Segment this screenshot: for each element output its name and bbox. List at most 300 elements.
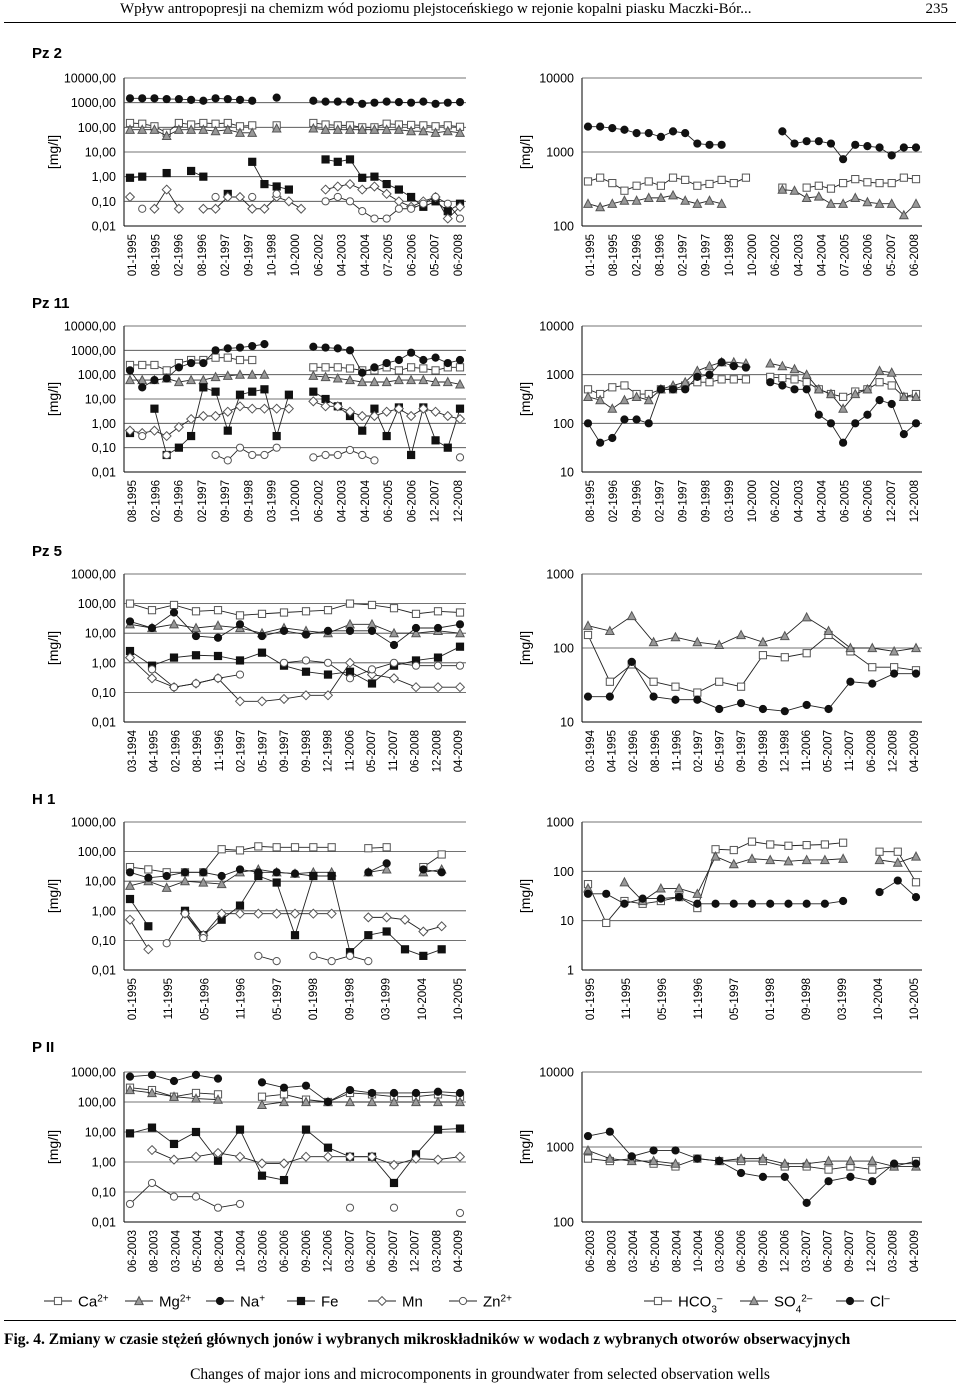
point-mn <box>390 674 399 683</box>
point-zn <box>273 957 280 964</box>
point-cl <box>803 701 810 708</box>
y-tick-label: 1,00 <box>91 1155 116 1170</box>
point-zn <box>249 451 256 458</box>
point-zn <box>328 957 335 964</box>
x-tick-label: 09-2006 <box>300 1230 313 1273</box>
point-cl <box>803 900 810 907</box>
x-tick-label: 01-1995 <box>127 978 139 1021</box>
y-tick-label: 1000,00 <box>70 343 116 358</box>
x-tick-label: 08-1996 <box>654 234 667 277</box>
point-mn <box>382 190 391 199</box>
point-zn <box>273 444 280 451</box>
point-so4 <box>781 632 789 640</box>
legend-marker-hco3 <box>654 1297 661 1304</box>
point-cl <box>706 141 713 148</box>
x-tick-label: 02-1996 <box>631 234 644 277</box>
x-tick-label: 05-2007 <box>429 234 442 277</box>
point-na <box>390 641 397 648</box>
point-na <box>148 1071 155 1078</box>
y-tick-label: 0,10 <box>91 194 116 209</box>
point-zn <box>395 205 402 212</box>
point-mn <box>419 927 428 936</box>
point-so4 <box>705 362 713 370</box>
x-tick-label: 01-1995 <box>585 978 597 1021</box>
point-cl <box>584 1132 591 1139</box>
point-cl <box>694 1155 701 1162</box>
series-line <box>782 190 916 216</box>
y-tick-label: 10,00 <box>84 874 116 889</box>
point-hco3 <box>716 678 723 685</box>
point-so4 <box>584 392 592 400</box>
x-tick-label: 04-1995 <box>606 730 619 773</box>
point-na <box>420 866 427 873</box>
x-tick-label: 09-1998 <box>757 730 770 773</box>
x-tick-label: 05-2007 <box>822 730 835 773</box>
point-fe <box>214 1157 221 1164</box>
series-line <box>807 178 916 189</box>
point-cl <box>847 678 854 685</box>
point-na <box>383 359 390 366</box>
series-line <box>782 131 916 159</box>
x-tick-label: 04-2003 <box>793 480 806 523</box>
point-na <box>371 364 378 371</box>
x-tick-label: 08-2004 <box>671 1230 684 1273</box>
point-na <box>145 874 152 881</box>
point-cl <box>785 900 792 907</box>
point-na <box>148 624 155 631</box>
point-na <box>200 359 207 366</box>
well-label: Pz 5 <box>32 543 63 560</box>
x-tick-label: 06-2005 <box>839 480 852 523</box>
point-fe <box>324 671 331 678</box>
series-line <box>326 197 460 219</box>
point-ca <box>224 354 231 361</box>
x-tick-label: 06-2006 <box>406 234 419 277</box>
point-so4 <box>628 612 636 620</box>
x-tick-label: 04-2009 <box>453 1230 465 1273</box>
series-line <box>588 616 916 651</box>
point-fe <box>258 1172 265 1179</box>
point-hco3 <box>803 379 810 386</box>
point-cl <box>781 1173 788 1180</box>
point-hco3 <box>606 678 613 685</box>
point-mn <box>309 397 318 406</box>
point-mn <box>236 1152 245 1161</box>
point-hco3 <box>781 654 788 661</box>
point-fe <box>139 173 146 180</box>
x-tick-label: 11-1996 <box>213 730 226 772</box>
running-title: Wpływ antropopresji na chemizm wód poziomu plejstoceńskiego w rejonie kopalni piasku Maczki-Bór... <box>120 1 752 17</box>
point-mn <box>174 204 183 213</box>
point-fe <box>170 654 177 661</box>
legend-marker-fe <box>297 1297 304 1304</box>
point-fe <box>126 895 133 902</box>
point-fe <box>346 156 353 163</box>
point-fe <box>368 680 375 687</box>
point-cl <box>609 434 616 441</box>
y-tick-label: 1000 <box>546 815 574 830</box>
y-tick-label: 1,00 <box>91 904 116 919</box>
x-tick-label: 06-2008 <box>409 730 422 773</box>
point-ca <box>302 608 309 615</box>
series-line <box>130 869 332 877</box>
point-na <box>126 367 133 374</box>
point-cl <box>767 379 774 386</box>
point-cl <box>827 420 834 427</box>
point-na <box>444 99 451 106</box>
point-na <box>212 347 219 354</box>
point-hco3 <box>737 683 744 690</box>
point-zn <box>236 671 243 678</box>
point-cl <box>912 1160 919 1167</box>
point-so4 <box>875 366 883 374</box>
point-cl <box>650 1147 657 1154</box>
chart-pz5-left <box>32 543 466 772</box>
point-cl <box>676 894 683 901</box>
point-na <box>395 356 402 363</box>
point-fe <box>249 388 256 395</box>
y-tick-label: 100 <box>553 1215 574 1230</box>
point-cl <box>779 382 786 389</box>
x-tick-label: 05-1997 <box>271 978 284 1021</box>
point-hco3 <box>779 375 786 382</box>
point-mg <box>170 620 178 628</box>
point-na <box>249 342 256 349</box>
point-mn <box>280 695 289 704</box>
point-fe <box>324 1144 331 1151</box>
point-zn <box>456 454 463 461</box>
point-mn <box>126 915 135 924</box>
well-label: Pz 2 <box>32 45 63 62</box>
point-na <box>412 624 419 631</box>
point-fe <box>188 167 195 174</box>
point-cl <box>791 386 798 393</box>
legend-marker-na <box>216 1297 223 1304</box>
point-na <box>214 1075 221 1082</box>
x-tick-label: 02-1996 <box>628 730 641 773</box>
point-hco3 <box>609 179 616 186</box>
y-tick-label: 0,10 <box>91 1185 116 1200</box>
point-fe <box>236 657 243 664</box>
x-tick-label: 08-1995 <box>150 234 163 277</box>
x-tick-label: 11-1996 <box>671 730 684 772</box>
x-tick-label: 10-1998 <box>266 234 279 277</box>
point-zn <box>170 1193 177 1200</box>
point-mg <box>162 883 170 891</box>
x-tick-label: 02-1997 <box>235 730 248 773</box>
point-zn <box>390 1204 397 1211</box>
point-mn <box>199 204 208 213</box>
point-cl <box>672 696 679 703</box>
series-line <box>154 387 288 455</box>
point-cl <box>694 140 701 147</box>
point-na <box>126 618 133 625</box>
point-hco3 <box>869 1166 876 1173</box>
x-tick-label: 10-2004 <box>873 978 885 1021</box>
point-zn <box>456 215 463 222</box>
point-hco3 <box>584 1155 591 1162</box>
point-hco3 <box>730 846 737 853</box>
x-tick-label: 09-1997 <box>700 234 713 277</box>
point-fe <box>310 872 317 879</box>
point-ca <box>368 601 375 608</box>
y-tick-label: 1,00 <box>91 656 116 671</box>
point-zn <box>224 457 231 464</box>
point-hco3 <box>718 176 725 183</box>
x-tick-label: 03-1999 <box>837 978 849 1021</box>
x-tick-label: 10-2000 <box>290 480 302 523</box>
point-na <box>444 359 451 366</box>
point-mn <box>150 426 159 435</box>
y-tick-label: 10 <box>560 914 574 929</box>
point-zn <box>324 659 331 666</box>
point-na <box>280 1084 287 1091</box>
x-tick-label: 08-1995 <box>608 234 621 277</box>
point-na <box>310 97 317 104</box>
legend-marker-mn <box>378 1297 387 1306</box>
point-hco3 <box>840 839 847 846</box>
point-cl <box>718 141 725 148</box>
point-zn <box>365 957 372 964</box>
point-cl <box>759 705 766 712</box>
series-so4 <box>584 358 920 412</box>
point-mn <box>358 412 367 421</box>
point-cl <box>767 900 774 907</box>
point-mn <box>333 182 342 191</box>
legend-label: $SO_4^{2-}$ <box>774 1293 813 1315</box>
point-fe <box>214 652 221 659</box>
y-tick-label: 100 <box>553 864 574 879</box>
series-so4 <box>584 185 920 219</box>
point-na <box>258 632 265 639</box>
point-cl <box>682 130 689 137</box>
point-zn <box>346 446 353 453</box>
legend-anions <box>644 1293 890 1315</box>
y-tick-label: 100,00 <box>77 597 116 612</box>
point-na <box>200 97 207 104</box>
point-hco3 <box>803 842 810 849</box>
point-so4 <box>669 191 677 199</box>
point-ca <box>456 364 463 371</box>
point-zn <box>212 451 219 458</box>
point-zn <box>280 659 287 666</box>
point-zn <box>346 198 353 205</box>
point-so4 <box>584 199 592 207</box>
x-tick-label: 03-2006 <box>714 1230 727 1273</box>
x-tick-label: 10-2005 <box>453 978 465 1021</box>
point-zn <box>368 666 375 673</box>
point-ca <box>432 367 439 374</box>
y-tick-label: 1 <box>567 963 574 978</box>
x-tick-label: 06-2005 <box>383 480 396 523</box>
point-hco3 <box>633 182 640 189</box>
point-fe <box>383 432 390 439</box>
point-na <box>224 345 231 352</box>
point-zn <box>371 215 378 222</box>
point-cl <box>694 373 701 380</box>
y-tick-label: 1000,00 <box>70 567 116 582</box>
point-fe <box>408 193 415 200</box>
point-mn <box>223 407 232 416</box>
y-tick-label: 100 <box>553 641 574 656</box>
point-cl <box>894 877 901 884</box>
point-cl <box>603 890 610 897</box>
x-tick-label: 06-2006 <box>736 1230 749 1273</box>
point-fe <box>383 928 390 935</box>
point-cl <box>900 431 907 438</box>
series-line <box>130 604 460 616</box>
x-tick-label: 08-1996 <box>192 730 205 773</box>
point-fe <box>434 654 441 661</box>
point-zn <box>456 662 463 669</box>
point-hco3 <box>718 376 725 383</box>
point-cl <box>694 696 701 703</box>
series-na <box>126 94 463 107</box>
point-fe <box>151 405 158 412</box>
point-so4 <box>681 196 689 204</box>
chart-pii-right <box>517 1066 922 1273</box>
y-tick-label: 10,00 <box>84 145 116 160</box>
point-cl <box>633 130 640 137</box>
x-tick-label: 05-2004 <box>649 1230 662 1273</box>
y-tick-label: 0,01 <box>91 465 116 480</box>
point-na <box>434 624 441 631</box>
point-so4 <box>802 613 810 621</box>
point-na <box>346 627 353 634</box>
x-tick-label: 09-1996 <box>173 480 186 523</box>
point-zn <box>359 208 366 215</box>
x-tick-label: 04-2004 <box>816 480 829 523</box>
x-tick-label: 08-1996 <box>649 730 662 773</box>
x-tick-label: 06-2008 <box>865 730 878 773</box>
point-mn <box>364 913 373 922</box>
point-na <box>126 869 133 876</box>
point-cl <box>657 386 664 393</box>
point-na <box>334 98 341 105</box>
point-cl <box>825 705 832 712</box>
y-tick-label: 10 <box>560 715 574 730</box>
point-na <box>236 96 243 103</box>
point-cl <box>730 362 737 369</box>
point-zn <box>200 934 207 941</box>
point-hco3 <box>657 182 664 189</box>
y-tick-label: 1000 <box>546 368 574 383</box>
x-tick-label: 06-2006 <box>279 1230 292 1273</box>
caption-text-pl: Zmiany w czasie stężeń głównych jonów i wybranych mikroskładników w wodach z wybranych otworów obserwacyjnych <box>48 1331 851 1348</box>
point-na <box>322 98 329 105</box>
point-mn <box>192 1152 201 1161</box>
y-tick-label: 0,10 <box>91 933 116 948</box>
point-fe <box>212 388 219 395</box>
point-cl <box>791 140 798 147</box>
point-cl <box>815 138 822 145</box>
point-hco3 <box>742 174 749 181</box>
point-so4 <box>766 359 774 367</box>
x-tick-label: 06-2003 <box>127 1230 139 1273</box>
point-zn <box>261 451 268 458</box>
point-na <box>383 860 390 867</box>
point-zn <box>249 193 256 200</box>
x-tick-label: 09-1998 <box>700 480 713 523</box>
x-tick-label: 03-1994 <box>585 730 597 773</box>
point-zn <box>390 659 397 666</box>
point-cl <box>825 1178 832 1185</box>
page-number: 235 <box>925 1 948 17</box>
y-tick-label: 10 <box>560 465 574 480</box>
point-fe <box>200 384 207 391</box>
point-zn <box>148 1179 155 1186</box>
point-hco3 <box>785 842 792 849</box>
x-tick-label: 08-1996 <box>196 234 209 277</box>
point-cl <box>584 693 591 700</box>
point-zn <box>383 215 390 222</box>
point-mn <box>412 683 421 692</box>
series-line <box>588 195 722 207</box>
y-tick-label: 0,01 <box>91 715 116 730</box>
y-axis-label: [mg/l] <box>517 381 533 417</box>
point-fe <box>258 649 265 656</box>
point-zn <box>310 952 317 959</box>
point-mg <box>214 621 222 629</box>
series-line <box>130 1128 460 1183</box>
point-fe <box>334 158 341 165</box>
point-mn <box>394 197 403 206</box>
point-mn <box>407 412 416 421</box>
x-tick-label: 09-1997 <box>279 730 292 773</box>
point-hco3 <box>730 376 737 383</box>
point-na <box>188 359 195 366</box>
point-na <box>139 384 146 391</box>
well-label: Pz 11 <box>32 295 70 312</box>
point-zn <box>420 200 427 207</box>
x-tick-label: 06-2002 <box>313 234 326 277</box>
x-tick-label: 02-1996 <box>608 480 621 523</box>
legend-label: Cl– <box>870 1293 890 1311</box>
point-mn <box>456 415 465 424</box>
point-hco3 <box>748 838 755 845</box>
point-cl <box>657 133 664 140</box>
point-mn <box>324 1152 333 1161</box>
x-tick-label: 05-2004 <box>192 1230 205 1273</box>
point-zn <box>212 193 219 200</box>
point-hco3 <box>876 179 883 186</box>
x-tick-label: 02-1996 <box>170 730 183 773</box>
point-hco3 <box>888 179 895 186</box>
point-ca <box>383 844 390 851</box>
legend-marker-cl <box>846 1297 853 1304</box>
x-tick-label: 12-1998 <box>779 730 792 773</box>
point-fe <box>163 169 170 176</box>
point-mn <box>456 1152 465 1161</box>
x-tick-label: 01-1995 <box>127 234 139 277</box>
x-tick-label: 06-2006 <box>862 234 875 277</box>
chart-pz11-left <box>32 295 466 522</box>
point-mn <box>170 1155 179 1164</box>
point-ca <box>408 364 415 371</box>
point-na <box>346 347 353 354</box>
point-ca <box>273 844 280 851</box>
point-cl <box>672 1147 679 1154</box>
point-na <box>224 95 231 102</box>
series-line <box>130 613 460 645</box>
point-mn <box>248 404 257 413</box>
legend-label: Fe <box>321 1293 339 1311</box>
point-mn <box>443 412 452 421</box>
point-mn <box>162 185 171 194</box>
point-na <box>163 872 170 879</box>
x-tick-label: 08-2004 <box>213 1230 226 1273</box>
point-cl <box>716 1157 723 1164</box>
